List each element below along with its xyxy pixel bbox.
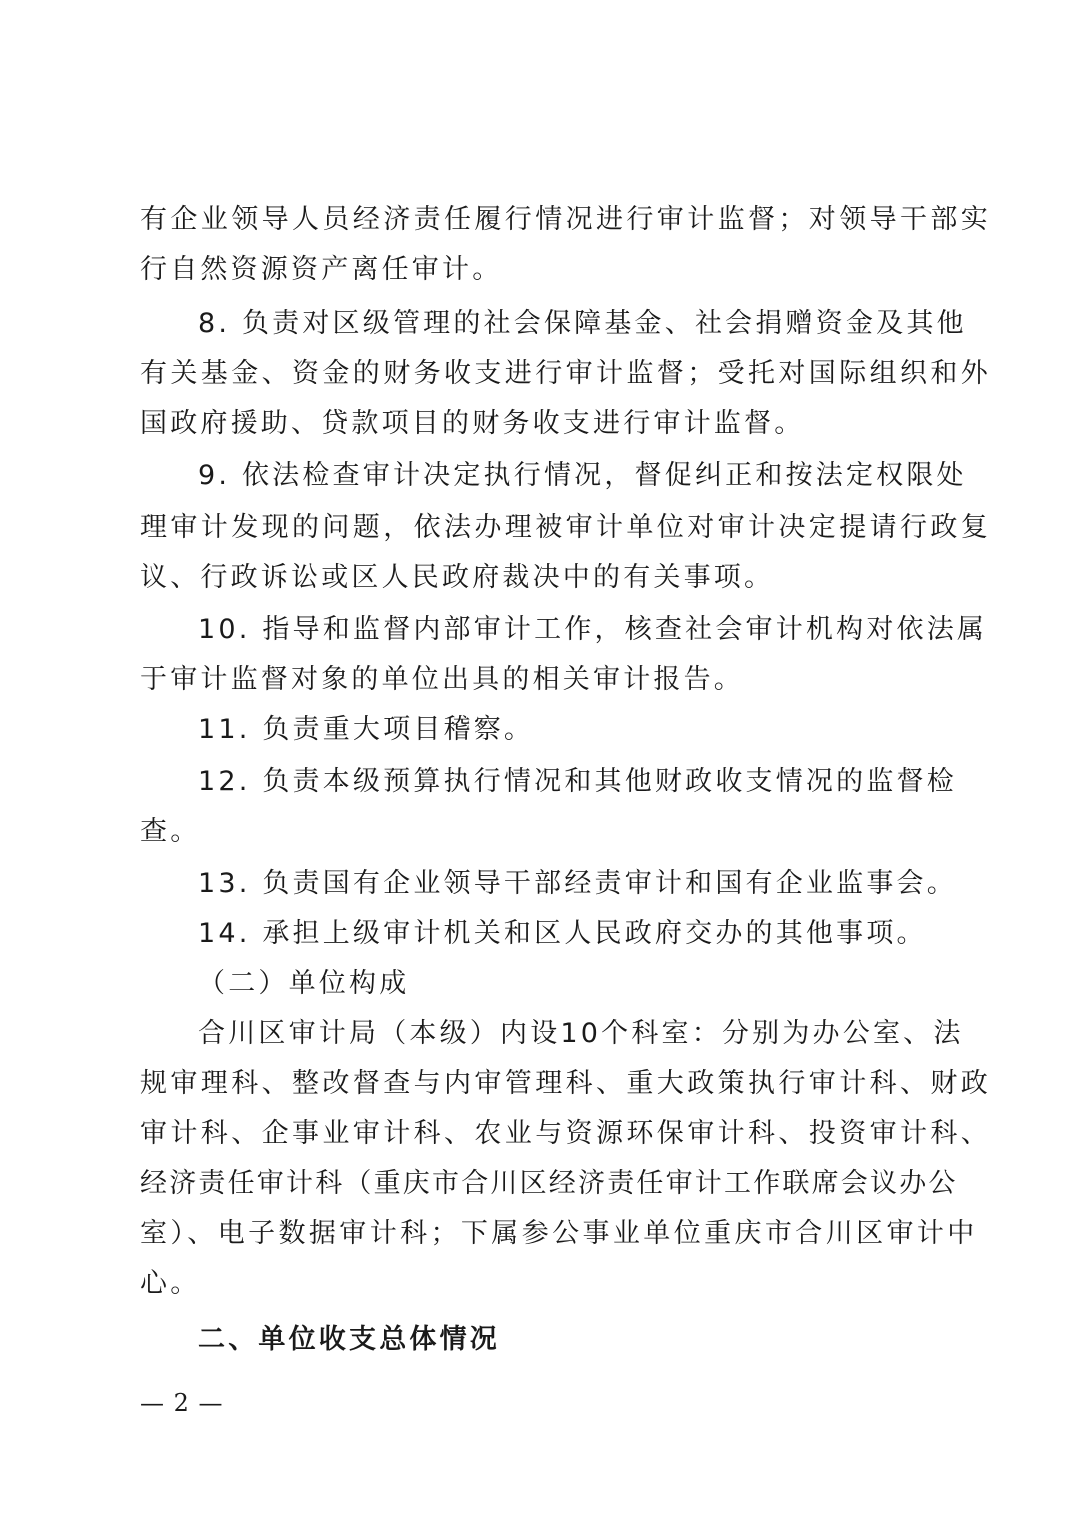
body-line: 合川区审计局（本级）内设10个科室：分别为办公室、法 xyxy=(198,1018,964,1049)
body-line: 国政府援助、贷款项目的财务收支进行审计监督。 xyxy=(140,408,805,439)
list-item-9: 9. 依法检查审计决定执行情况，督促纠正和按法定权限处 xyxy=(198,460,967,491)
body-line: 行自然资源资产离任审计。 xyxy=(140,254,503,285)
body-line: 室）、电子数据审计科；下属参公事业单位重庆市合川区审计中 xyxy=(140,1218,978,1249)
body-line: 议、行政诉讼或区人民政府裁决中的有关事项。 xyxy=(140,562,775,593)
body-line: 审计科、企事业审计科、农业与资源环保审计科、投资审计科、 xyxy=(140,1118,992,1149)
body-line: 有企业领导人员经济责任履行情况进行审计监督；对领导干部实 xyxy=(140,204,992,235)
body-line: 规审理科、整改督查与内审管理科、重大政策执行审计科、财政 xyxy=(140,1068,992,1099)
list-item-11: 11. 负责重大项目稽察。 xyxy=(198,714,535,745)
body-line: 理审计发现的问题，依法办理被审计单位对审计决定提请行政复 xyxy=(140,512,992,543)
list-item-8: 8. 负责对区级管理的社会保障基金、社会捐赠资金及其他 xyxy=(198,308,967,339)
body-line: 心。 xyxy=(140,1268,201,1299)
body-line: 有关基金、资金的财务收支进行审计监督；受托对国际组织和外 xyxy=(140,358,992,389)
list-item-12: 12. 负责本级预算执行情况和其他财政收支情况的监督检 xyxy=(198,766,957,797)
page-number: — 2 — xyxy=(140,1389,224,1417)
body-line: 查。 xyxy=(140,816,201,847)
section-heading: 二、单位收支总体情况 xyxy=(198,1324,500,1355)
body-line: 于审计监督对象的单位出具的相关审计报告。 xyxy=(140,664,744,695)
section-subheading: （二）单位构成 xyxy=(198,968,410,999)
list-item-10: 10. 指导和监督内部审计工作，核查社会审计机构对依法属 xyxy=(198,614,988,645)
list-item-14: 14. 承担上级审计机关和区人民政府交办的其他事项。 xyxy=(198,918,927,949)
body-line: 经济责任审计科（重庆市合川区经济责任审计工作联席会议办公 xyxy=(140,1168,958,1199)
list-item-13: 13. 负责国有企业领导干部经责审计和国有企业监事会。 xyxy=(198,868,957,899)
